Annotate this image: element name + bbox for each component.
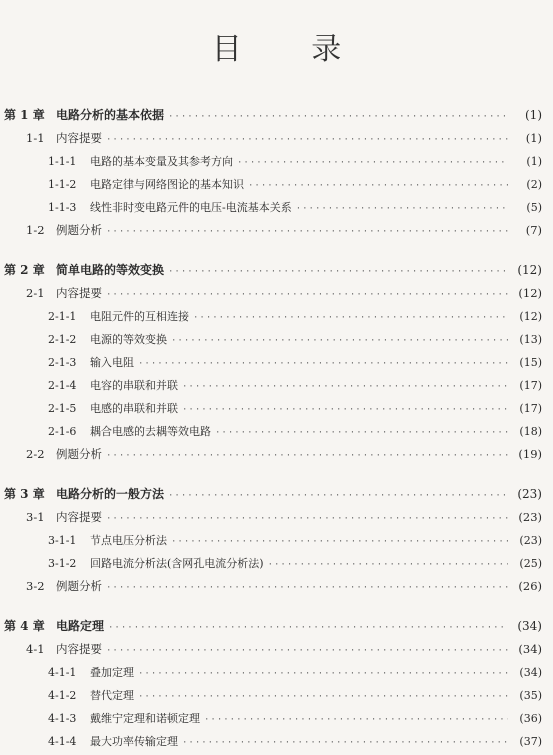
toc-entry-page: (34) [518,642,542,656]
toc-entry-number: 3-1 [26,510,45,524]
toc-entry-number: 3-2 [26,579,45,593]
toc-entry-number: 第 2 章 [4,263,45,277]
toc-entry-number: 1-1-3 [48,201,77,214]
dot-leader [106,640,508,663]
toc-entry-number: 2-1-6 [48,425,77,438]
toc-entry-page: (19) [518,447,542,461]
dot-leader [296,198,508,221]
toc-entry-page: (17) [519,402,542,415]
chapter-spacer [4,242,542,259]
toc-entry-page: (17) [519,379,542,392]
toc-subsection[interactable] [4,684,542,707]
toc-entry-page: (2) [526,178,542,191]
toc-subsection[interactable] [4,707,542,730]
dot-leader [106,284,508,307]
toc-entry-title: 电源的等效变换 [90,333,167,346]
dot-leader [106,129,508,152]
toc-section[interactable] [4,127,542,150]
page-title: 目 录 [211,32,372,67]
dot-leader [171,330,508,353]
dot-leader [106,508,508,531]
dot-leader [168,485,508,508]
toc-entry-page: (36) [519,712,542,725]
toc-entry-title: 回路电流分析法(含网孔电流分析法) [90,557,264,570]
toc-entry-page: (37) [519,735,542,748]
toc-section[interactable] [4,219,542,242]
toc-section[interactable] [4,443,542,466]
toc-entry-title: 简单电路的等效变换 [56,263,165,277]
toc-entry-title: 电路分析的基本依据 [56,108,165,122]
toc-section[interactable] [4,638,542,661]
dot-leader [106,221,508,244]
dot-leader [168,261,508,284]
toc-entry-number: 2-1-4 [48,379,77,392]
toc-entry-page: (5) [526,201,542,214]
toc-section[interactable] [4,506,542,529]
toc-entry-title: 输入电阻 [90,356,134,369]
dot-leader [215,422,508,445]
toc-subsection[interactable] [4,420,542,443]
chapter-spacer [4,598,542,615]
toc-subsection[interactable] [4,661,542,684]
toc-entry-number: 4-1 [26,642,45,656]
toc-entry-number: 1-2 [26,223,45,237]
dot-leader [171,531,508,554]
toc-entry-title: 电阻元件的互相连接 [90,310,189,323]
toc-entry-number: 4-1-3 [48,712,77,725]
chapter-spacer [4,466,542,483]
toc-chapter[interactable] [4,615,542,638]
toc-entry-number: 2-1-5 [48,402,77,415]
dot-leader [138,663,508,686]
toc-entry-page: (12) [517,263,542,277]
table-of-contents [4,104,542,753]
toc-entry-title: 内容提要 [56,510,102,524]
dot-leader [108,617,508,640]
toc-section[interactable] [4,575,542,598]
toc-entry-number: 2-1 [26,286,45,300]
toc-entry-page: (1) [526,155,542,168]
toc-subsection[interactable] [4,150,542,173]
dot-leader [193,307,508,330]
toc-entry-page: (23) [518,510,542,524]
toc-subsection[interactable] [4,328,542,351]
toc-entry-title: 线性非时变电路元件的电压-电流基本关系 [90,201,292,214]
toc-entry-title: 电路定律与网络图论的基本知识 [90,178,244,191]
toc-entry-number: 2-1-1 [48,310,77,323]
dot-leader [168,106,508,129]
toc-entry-page: (23) [517,487,542,501]
toc-entry-page: (7) [525,223,542,237]
toc-entry-number: 1-1-2 [48,178,77,191]
toc-entry-page: (13) [519,333,542,346]
toc-entry-page: (15) [519,356,542,369]
toc-entry-title: 电感的串联和并联 [90,402,178,415]
toc-entry-title: 替代定理 [90,689,134,702]
toc-entry-page: (34) [517,619,542,633]
dot-leader [182,399,508,422]
dot-leader [138,686,508,709]
toc-subsection[interactable] [4,173,542,196]
toc-entry-title: 耦合电感的去耦等效电路 [90,425,211,438]
dot-leader [182,376,508,399]
toc-entry-page: (34) [519,666,542,679]
toc-subsection[interactable] [4,529,542,552]
toc-entry-number: 3-1-1 [48,534,77,547]
toc-entry-title: 最大功率传输定理 [90,735,178,748]
toc-chapter[interactable] [4,104,542,127]
toc-entry-title: 例题分析 [56,223,102,237]
toc-entry-number: 4-1-4 [48,735,77,748]
toc-entry-number: 2-2 [26,447,45,461]
toc-entry-title: 电路的基本变量及其参考方向 [90,155,233,168]
toc-subsection[interactable] [4,305,542,328]
toc-entry-number: 第 4 章 [4,619,45,633]
toc-entry-page: (1) [525,108,542,122]
toc-entry-number: 第 3 章 [4,487,45,501]
toc-entry-number: 1-1 [26,131,45,145]
toc-entry-number: 2-1-3 [48,356,77,369]
dot-leader [268,554,508,577]
toc-entry-page: (12) [519,310,542,323]
toc-entry-title: 例题分析 [56,447,102,461]
toc-entry-number: 4-1-1 [48,666,77,679]
toc-entry-page: (25) [519,557,542,570]
dot-leader [182,732,508,755]
toc-entry-title: 内容提要 [56,131,102,145]
dot-leader [106,577,508,600]
toc-entry-number: 1-1-1 [48,155,77,168]
toc-subsection[interactable] [4,351,542,374]
toc-entry-number: 2-1-2 [48,333,77,346]
dot-leader [248,175,508,198]
toc-section[interactable] [4,282,542,305]
toc-entry-title: 叠加定理 [90,666,134,679]
toc-entry-title: 电容的串联和并联 [90,379,178,392]
toc-chapter[interactable] [4,483,542,506]
toc-entry-title: 节点电压分析法 [90,534,167,547]
toc-entry-page: (12) [518,286,542,300]
toc-entry-title: 例题分析 [56,579,102,593]
toc-entry-number: 第 1 章 [4,108,45,122]
toc-chapter[interactable] [4,259,542,282]
toc-entry-page: (35) [519,689,542,702]
toc-entry-page: (1) [525,131,542,145]
toc-entry-page: (23) [519,534,542,547]
toc-subsection[interactable] [4,397,542,420]
dot-leader [106,445,508,468]
toc-subsection[interactable] [4,374,542,397]
toc-subsection[interactable] [4,196,542,219]
toc-entry-number: 3-1-2 [48,557,77,570]
toc-entry-title: 电路定理 [56,619,105,633]
toc-entry-title: 内容提要 [56,286,102,300]
dot-leader [204,709,508,732]
toc-entry-title: 戴维宁定理和诺顿定理 [90,712,200,725]
toc-entry-number: 4-1-2 [48,689,77,702]
toc-subsection[interactable] [4,730,542,753]
toc-entry-title: 内容提要 [56,642,102,656]
dot-leader [237,152,508,175]
toc-entry-page: (26) [518,579,542,593]
dot-leader [138,353,508,376]
toc-entry-page: (18) [519,425,542,438]
toc-subsection[interactable] [4,552,542,575]
toc-entry-title: 电路分析的一般方法 [56,487,165,501]
